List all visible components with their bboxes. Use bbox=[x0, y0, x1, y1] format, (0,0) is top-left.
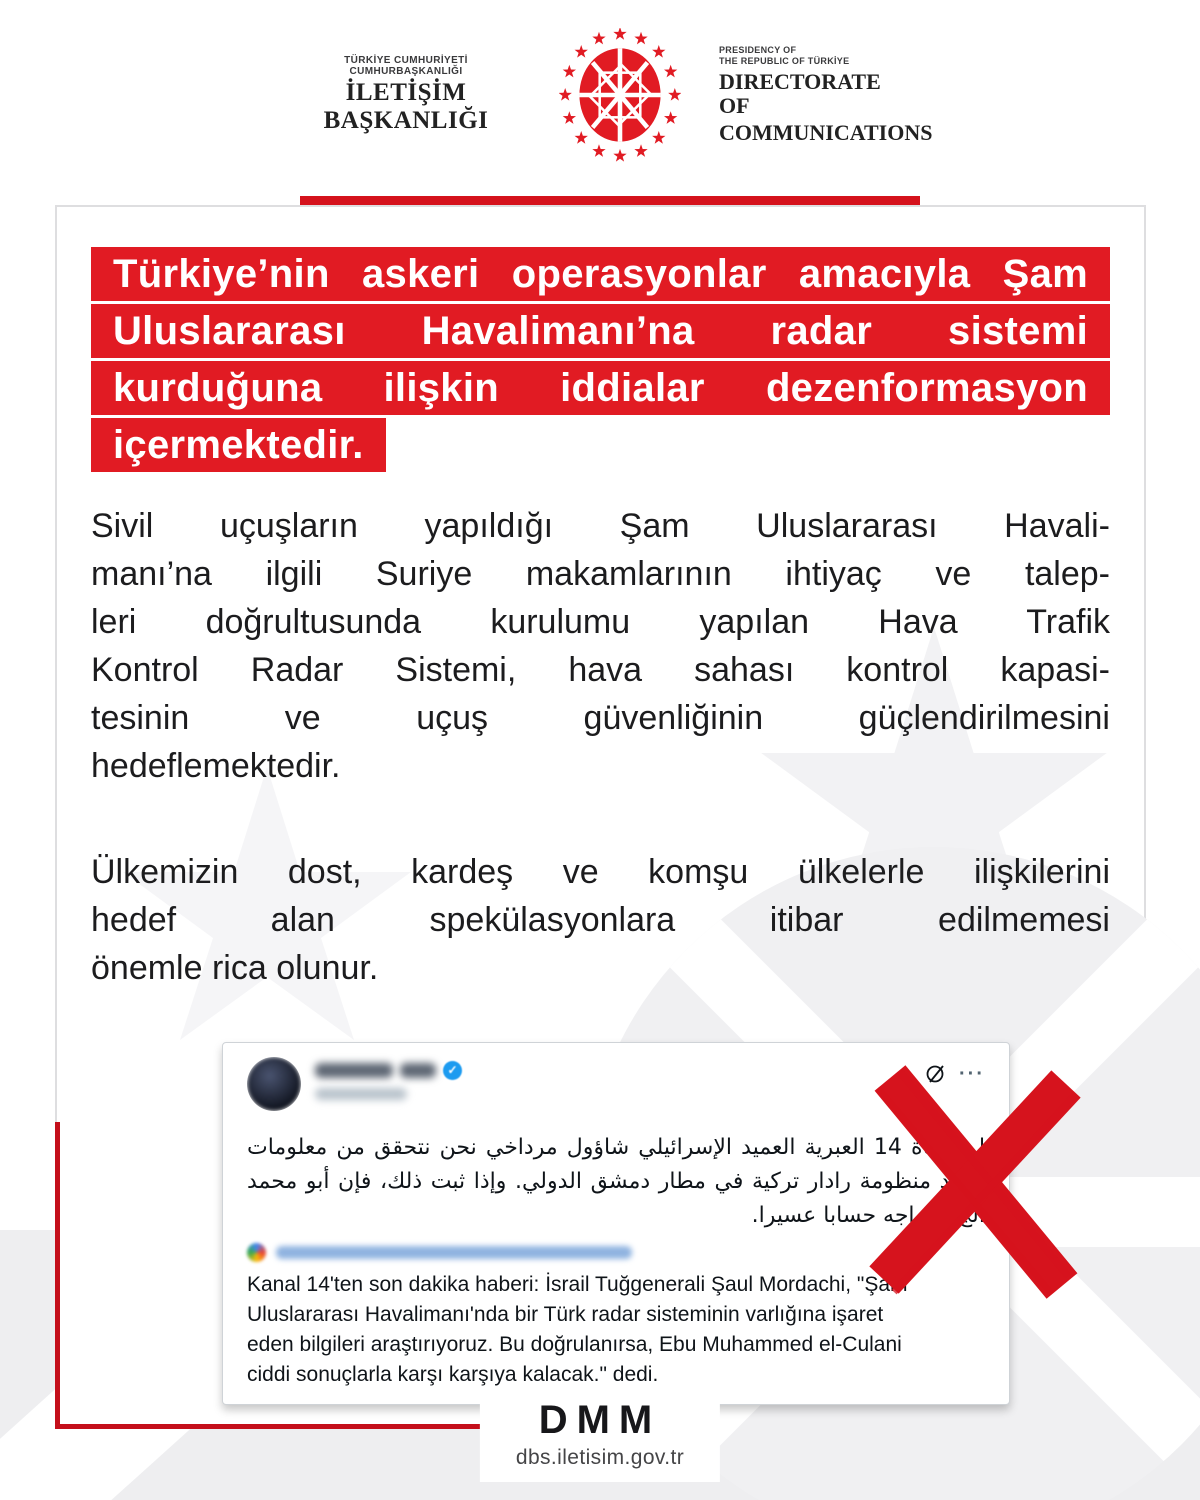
header bbox=[0, 28, 1200, 162]
org-right-small1: PRESIDENCY OF bbox=[719, 45, 797, 55]
card-top-accent bbox=[300, 196, 920, 205]
footer bbox=[480, 1392, 720, 1482]
presidency-emblem-icon bbox=[559, 28, 681, 162]
org-right-small2: THE REPUBLIC OF TÜRKİYE bbox=[719, 56, 850, 66]
text-line: Kanal 14'ten son dakika haberi: İsrail Tuğgenerali Şaul Mordachi, "Şam bbox=[247, 1273, 908, 1296]
grok-icon bbox=[925, 1063, 947, 1085]
dmm-logo: DMM bbox=[538, 1398, 662, 1442]
footer-url: dbs.iletisim.gov.tr bbox=[515, 1446, 685, 1469]
text-line: Uluslararası Havalimanı'nda bir Türk radar sisteminin varlığına işaret bbox=[247, 1303, 884, 1326]
text-line: manı’na ilgili Suriye makamlarının ihtiyaç ve talep- bbox=[91, 555, 1110, 593]
tweet-arabic-text bbox=[247, 1131, 985, 1233]
blurred-display-name bbox=[400, 1063, 436, 1078]
text-line: kurduğuna ilişkin iddialar dezenformasyon bbox=[91, 361, 1110, 415]
org-left-small: TÜRKİYE CUMHURİYETİ CUMHURBAŞKANLIĞI bbox=[344, 55, 468, 77]
tweet-identity bbox=[315, 1057, 462, 1100]
text-line: وجود منظومة رادار تركية في مطار دمشق الدولي. وإذا ثبت ذلك، فإن أبو محمد bbox=[247, 1169, 985, 1194]
blurred-handle bbox=[315, 1088, 407, 1100]
text-line: hedef alan spekülasyonlara itibar edilmemesi bbox=[91, 901, 1110, 939]
verified-badge-icon: ✓ bbox=[443, 1061, 462, 1080]
translate-icon bbox=[247, 1243, 266, 1262]
text-line: Ülkemizin dost, kardeş ve komşu ülkelerle ilişkilerini bbox=[91, 853, 1110, 891]
more-menu-icon: ··· bbox=[959, 1063, 985, 1085]
tweet-turkish-translation bbox=[247, 1270, 985, 1390]
text-line: الج سيواجه حسابا عسيرا. bbox=[751, 1203, 985, 1228]
text-line: tesinin ve uçuş güvenliğinin güçlendirilmesini bbox=[91, 699, 1110, 737]
text-line: Sivil uçuşların yapıldığı Şam Uluslararası Havali- bbox=[91, 507, 1110, 545]
blurred-translate-label bbox=[276, 1246, 632, 1259]
paragraph-2 bbox=[91, 848, 1110, 992]
text-line: Türkiye’nin askeri operasyonlar amacıyla Şam bbox=[91, 247, 1110, 301]
card-left-accent bbox=[55, 1122, 60, 1429]
org-name-english bbox=[719, 45, 933, 145]
tweet-actions bbox=[925, 1057, 985, 1085]
blurred-display-name bbox=[315, 1063, 393, 1078]
tweet-header bbox=[247, 1057, 985, 1115]
avatar-blurred bbox=[247, 1057, 301, 1111]
headline bbox=[91, 247, 1110, 472]
tweet-card bbox=[222, 1042, 1010, 1405]
tweet-screenshot bbox=[222, 1042, 1010, 1405]
avatar bbox=[247, 1057, 301, 1111]
text-line: hedeflemektedir. bbox=[91, 747, 341, 785]
text-line: önemle rica olunur. bbox=[91, 949, 379, 987]
org-name-turkish bbox=[291, 55, 521, 135]
text-line: leri doğrultusunda kurulumu yapılan Hava Trafik bbox=[91, 603, 1110, 641]
org-right-large1: DIRECTORATE OF bbox=[719, 69, 881, 118]
org-right-large2: COMMUNICATIONS bbox=[719, 120, 933, 145]
org-left-large: İLETİŞİM BAŞKANLIĞI bbox=[323, 79, 489, 134]
text-line: eden bilgileri araştırıyoruz. Bu doğrulanırsa, Ebu Muhammed el-Culani bbox=[247, 1333, 902, 1356]
paragraph-1 bbox=[91, 502, 1110, 790]
text-line: içermektedir. bbox=[91, 418, 386, 472]
statement-card bbox=[55, 205, 1146, 1429]
text-line: Kontrol Radar Sistemi, hava sahası kontrol kapasi- bbox=[91, 651, 1110, 689]
translate-attribution bbox=[247, 1243, 985, 1262]
text-line: Uluslararası Havalimanı’na radar sistemi bbox=[91, 304, 1110, 358]
text-line: ل القناة 14 العبرية العميد الإسرائيلي شاؤول مرداخي نحن نتحقق من معلومات bbox=[247, 1135, 985, 1160]
text-line: ciddi sonuçlarla karşı karşıya kalacak." dedi. bbox=[247, 1363, 659, 1386]
